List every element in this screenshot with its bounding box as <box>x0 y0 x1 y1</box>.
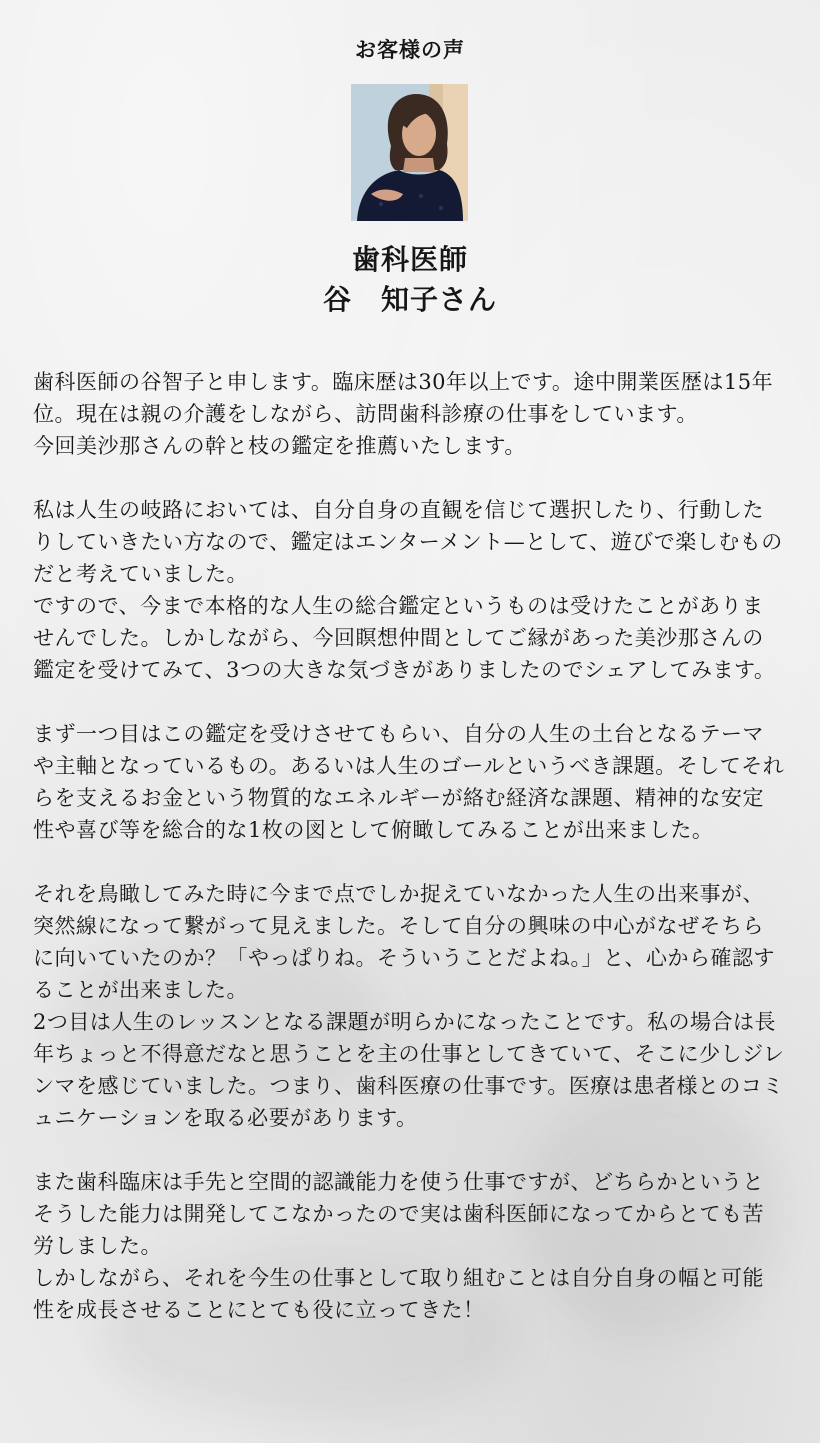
paragraph: ですので、今まで本格的な人生の総合鑑定というものは受けたことがありませんでした。しかしながら、今回瞑想仲間としてご縁があった美沙那さんの鑑定を受けてみて、3つの大きな気づきがありましたのでシェアしてみます。 <box>33 594 776 682</box>
testimonial-body <box>33 366 785 1326</box>
paragraph: しかしながら、それを今生の仕事として取り組むことは自分自身の幅と可能性を成長させることにとても役に立ってきた！ <box>33 1266 764 1322</box>
page-title: お客様の声 <box>355 37 465 62</box>
paragraph-gap <box>33 846 785 878</box>
paragraph-gap <box>33 462 785 494</box>
paragraph-gap <box>33 686 785 718</box>
paragraph: 私は人生の岐路においては、自分自身の直観を信じて選択したり、行動したりしていきたい方なので、鑑定はエンターメント—として、遊びで楽しむものだと考えていました。 <box>33 498 783 586</box>
paragraph: また歯科臨床は手先と空間的認識能力を使う仕事ですが、どちらかというとそうした能力は開発してこなかったので実は歯科医師になってからとても苦労しました。 <box>33 1170 764 1258</box>
paragraph: 今回美沙那さんの幹と枝の鑑定を推薦いたします。 <box>33 434 526 458</box>
paragraph: 歯科医師の谷智子と申します。臨床歴は30年以上です。途中開業医歴は15年位。現在は親の介護をしながら、訪問歯科診療の仕事をしています。 <box>33 370 774 426</box>
profession-label: 歯科医師 <box>351 243 468 276</box>
paragraph: それを鳥瞰してみた時に今まで点でしか捉えていなかった人生の出来事が、突然線になって繋がって見えました。そして自分の興味の中心がなぜそちらに向いていたのか？「やっぱりね。そういうことだよね。」と、心から確認することが出来ました。 <box>33 882 775 1002</box>
paragraph-gap <box>33 1134 785 1166</box>
woman-portrait-icon <box>351 84 468 221</box>
person-name: 谷 知子さん <box>322 283 497 316</box>
paragraph: 2つ目は人生のレッスンとなる課題が明らかになったことです。私の場合は長年ちょっと不得意だなと思うことを主の仕事としてきていて、そこに少しジレンマを感じていました。つまり、歯科医療の仕事です。医療は患者様とのコミュニケーションを取る必要があります。 <box>33 1010 785 1130</box>
paragraph: まず一つ目はこの鑑定を受けさせてもらい、自分の人生の土台となるテーマや主軸となっているもの。あるいは人生のゴールというべき課題。そしてそれらを支えるお金という物質的なエネルギーが絡む経済な課題、精神的な安定性や喜び等を総合的な1枚の図として俯瞰してみることが出来ました。 <box>33 722 785 842</box>
